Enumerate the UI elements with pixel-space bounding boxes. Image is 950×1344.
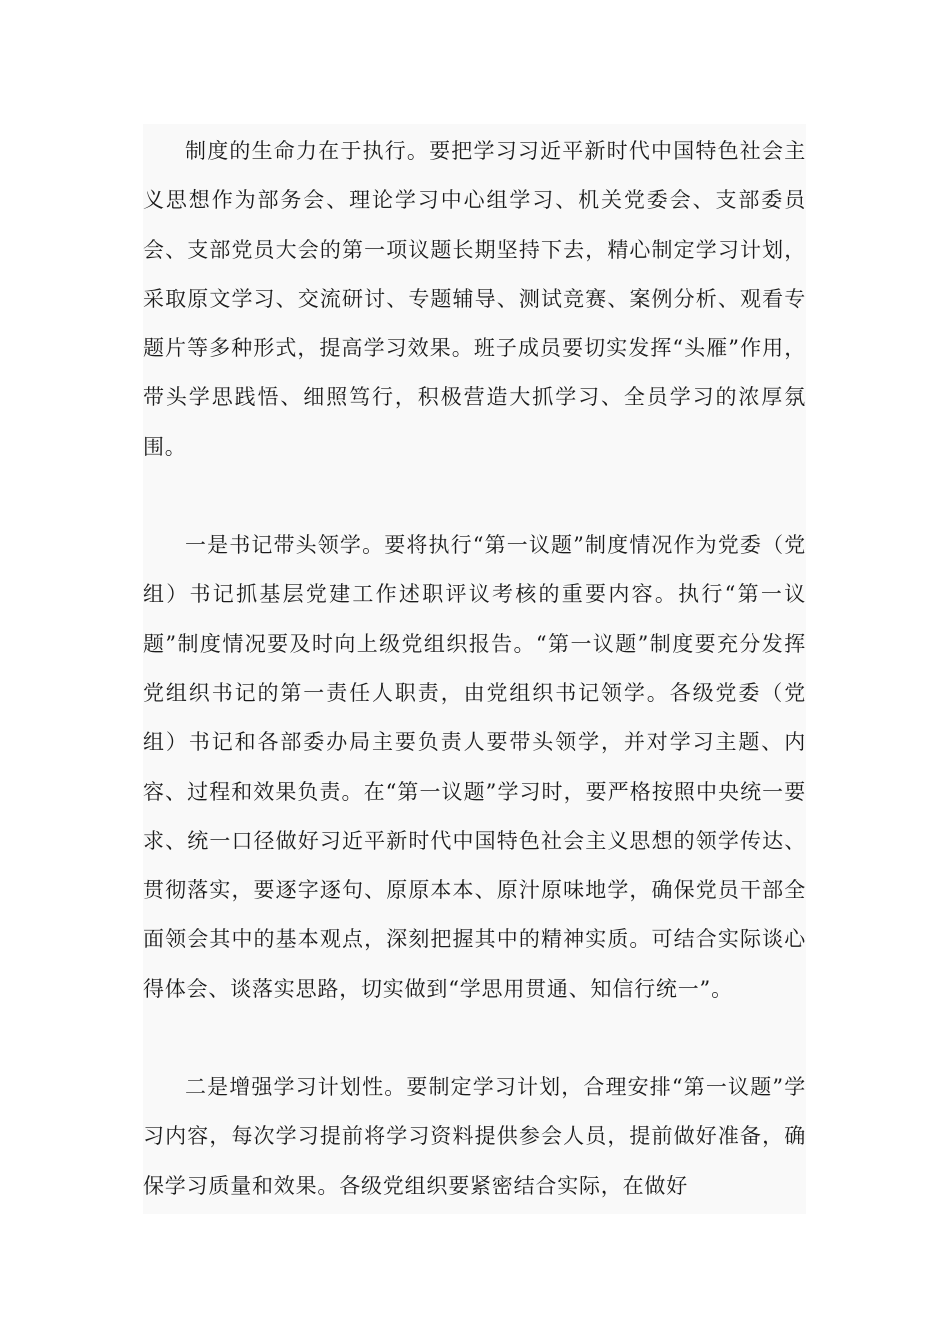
paragraph-execution: 制度的生命力在于执行。要把学习习近平新时代中国特色社会主义思想作为部务会、理论学习中心组学习、机关党委会、支部委员会、支部党员大会的第一项议题长期坚持下去，精心制定学习计划，采取原文学习、交流研讨、专题辅导、测试竞赛、案例分析、观看专题片等多种形式，提高学习效果。班子成员要切实发挥“头雁”作用，带头学思践悟、细照笃行，积极营造大抓学习、全员学习的浓厚氛围。 (143, 139, 806, 459)
paragraph-study-plan: 二是增强学习计划性。要制定学习计划，合理安排“第一议题”学习内容，每次学习提前将学习资料提供参会人员，提前做好准备，确保学习质量和效果。各级党组织要紧密结合实际，在做好 (143, 1075, 806, 1198)
document-body (143, 124, 806, 1214)
paragraph-secretary-leads: 一是书记带头领学。要将执行“第一议题”制度情况作为党委（党组）书记抓基层党建工作述职评议考核的重要内容。执行“第一议题”制度情况要及时向上级党组织报告。“第一议题”制度要充分发挥党组织书记的第一责任人职责，由党组织书记领学。各级党委（党组）书记和各部委办局主要负责人要带头领学，并对学习主题、内容、过程和效果负责。在“第一议题”学习时，要严格按照中央统一要求、统一口径做好习近平新时代中国特色社会主义思想的领学传达、贯彻落实，要逐字逐句、原原本本、原汁原味地学，确保党员干部全面领会其中的基本观点，深刻把握其中的精神实质。可结合实际谈心得体会、谈落实思路，切实做到“学思用贯通、知信行统一”。 (143, 533, 806, 1001)
